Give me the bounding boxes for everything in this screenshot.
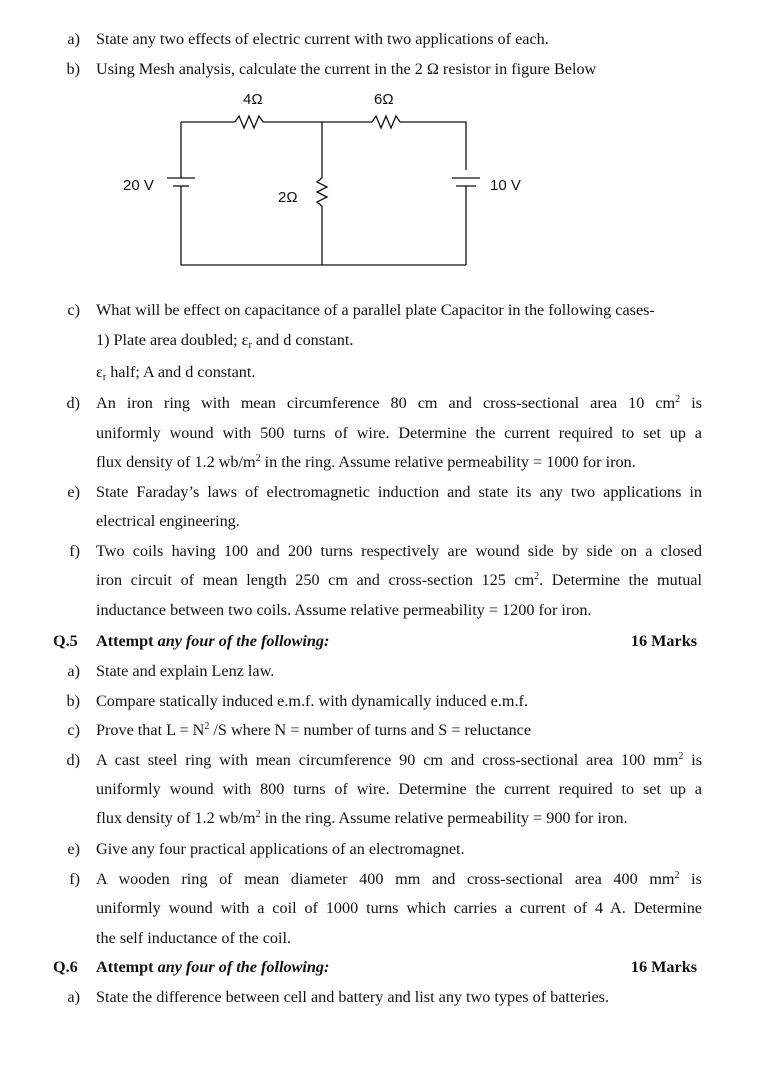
text-run: is	[680, 394, 702, 412]
superscript: 2	[204, 721, 210, 732]
q4-item-f	[0, 539, 762, 563]
q6-header	[0, 955, 762, 979]
q5-item-b	[0, 689, 762, 713]
item-label: e)	[67, 840, 80, 858]
q4-item-f-line3	[0, 598, 762, 622]
label-6ohm: 6Ω	[374, 91, 394, 108]
item-text: State any two effects of electric current with two applications of each.	[96, 30, 549, 48]
instruction-bold: Attempt	[96, 632, 158, 650]
item-text: Give any four practical applications of an electromagnet.	[96, 840, 465, 858]
text-run: in the ring. Assume relative permeability = 900 for iron.	[260, 809, 628, 827]
superscript: 2	[255, 453, 261, 464]
item-line: uniformly wound with 800 turns of wire. Determine the current required to set up a	[96, 780, 702, 798]
item-label: e)	[67, 483, 80, 501]
q5-item-e	[0, 837, 762, 861]
q5-item-f-line2	[0, 896, 762, 920]
q4-item-a	[0, 27, 762, 51]
q5-item-d-line3	[0, 806, 762, 830]
item-text: What will be effect on capacitance of a parallel plate Capacitor in the following cases-	[96, 301, 655, 319]
text-run: flux density of 1.2 wb/m	[96, 809, 256, 827]
q4-item-c	[0, 298, 762, 322]
wire-left-lower	[181, 186, 466, 265]
q4-item-b	[0, 57, 762, 81]
q4-item-e	[0, 480, 762, 504]
label-10v: 10 V	[490, 177, 521, 194]
q4-item-f-line2	[0, 568, 762, 592]
item-text	[96, 718, 531, 742]
q4-item-d-line3	[0, 450, 762, 474]
superscript: 2	[674, 870, 680, 881]
q5-item-f-line3	[0, 926, 762, 950]
question-marks: 16 Marks	[630, 632, 697, 650]
superscript: 2	[678, 751, 684, 762]
subscript: r	[102, 372, 107, 383]
resistor-6ohm	[372, 116, 400, 128]
superscript: 2	[255, 809, 261, 820]
question-instruction	[96, 629, 329, 653]
question-number: Q.6	[53, 958, 78, 976]
item-line: electrical engineering.	[96, 512, 240, 530]
label-4ohm: 4Ω	[243, 91, 263, 108]
case-number: 1)	[96, 331, 110, 349]
text-run: Prove that L = N	[96, 721, 205, 739]
case-text-tail: and d constant.	[251, 331, 354, 349]
superscript: 2	[675, 394, 681, 405]
case-text-tail: half; A and d constant.	[106, 363, 256, 381]
item-text: State and explain Lenz law.	[96, 662, 275, 680]
mesh-circuit-diagram	[110, 82, 530, 272]
q4-item-c-case2	[0, 360, 762, 384]
text-run: . Determine the mutual	[539, 571, 702, 589]
instruction-bold: Attempt	[96, 958, 158, 976]
q5-item-d-line2	[0, 777, 762, 801]
instruction-italic: any four of the following:	[157, 632, 330, 650]
text-run: is	[683, 751, 702, 769]
item-line	[96, 867, 702, 891]
question-instruction	[96, 955, 329, 979]
text-run: is	[679, 870, 702, 888]
q5-header	[0, 629, 762, 653]
resistor-2ohm	[317, 178, 327, 206]
item-line: uniformly wound with 500 turns of wire. Determine the current required to set up a	[96, 424, 702, 442]
text-run: An iron ring with mean circumference 80 cm and cross-sectional area 10 cm	[96, 394, 676, 412]
label-20v: 20 V	[123, 177, 154, 194]
item-label: d)	[66, 751, 80, 769]
text-run: A cast steel ring with mean circumference 90 cm and cross-sectional area 100 mm	[96, 751, 679, 769]
instruction-italic: any four of the following:	[157, 958, 330, 976]
item-label: b)	[66, 60, 80, 78]
item-line	[96, 450, 636, 474]
item-label: f)	[69, 542, 80, 560]
item-label: a)	[67, 988, 80, 1006]
item-label: a)	[67, 662, 80, 680]
case-text	[96, 360, 255, 384]
q5-item-f	[0, 867, 762, 891]
item-label: d)	[66, 394, 80, 412]
label-2ohm: 2Ω	[278, 189, 298, 206]
q4-item-e-line2	[0, 509, 762, 533]
text-run: A wooden ring of mean diameter 400 mm and cross-sectional area 400 mm	[96, 870, 675, 888]
item-text: State the difference between cell and battery and list any two types of batteries.	[96, 988, 610, 1006]
question-marks: 16 Marks	[630, 958, 697, 976]
q6-item-a	[0, 985, 762, 1009]
q5-item-c	[0, 718, 762, 742]
question-number: Q.5	[53, 632, 78, 650]
subscript: r	[248, 340, 252, 351]
case-text-main: ε	[96, 363, 103, 381]
text-run: flux density of 1.2 wb/m	[96, 453, 256, 471]
item-line: uniformly wound with a coil of 1000 turns which carries a current of 4 A. Determine	[96, 899, 702, 917]
q5-item-d	[0, 748, 762, 772]
item-line	[96, 748, 702, 772]
wire-top-right	[400, 122, 466, 170]
superscript: 2	[534, 571, 540, 582]
text-run: in the ring. Assume relative permeability = 1000 for iron.	[260, 453, 636, 471]
item-line	[96, 806, 628, 830]
q5-item-a	[0, 659, 762, 683]
item-line: inductance between two coils. Assume relative permeability = 1200 for iron.	[96, 601, 592, 619]
item-line: State Faraday’s laws of electromagnetic induction and state its any two applications in	[96, 483, 702, 501]
item-line: the self inductance of the coil.	[96, 929, 292, 947]
item-text: Compare statically induced e.m.f. with dynamically induced e.m.f.	[96, 692, 528, 710]
item-label: b)	[66, 692, 80, 710]
text-run: /S where N = number of turns and S = reluctance	[209, 721, 532, 739]
item-text: Using Mesh analysis, calculate the current in the 2 Ω resistor in figure Below	[96, 60, 597, 78]
q4-item-d-line2	[0, 421, 762, 445]
item-line	[96, 568, 702, 592]
item-label: c)	[67, 301, 80, 319]
item-line: Two coils having 100 and 200 turns respectively are wound side by side on a closed	[96, 542, 702, 560]
q4-item-d	[0, 391, 762, 415]
text-run: iron circuit of mean length 250 cm and cross-section 125 cm	[96, 571, 535, 589]
q4-item-c-case1	[0, 328, 762, 352]
item-line	[96, 391, 702, 415]
item-label: a)	[67, 30, 80, 48]
case-text	[96, 328, 353, 352]
item-label: c)	[67, 721, 80, 739]
resistor-4ohm	[235, 116, 263, 128]
item-label: f)	[69, 870, 80, 888]
case-text-main: Plate area doubled; ε	[109, 331, 249, 349]
